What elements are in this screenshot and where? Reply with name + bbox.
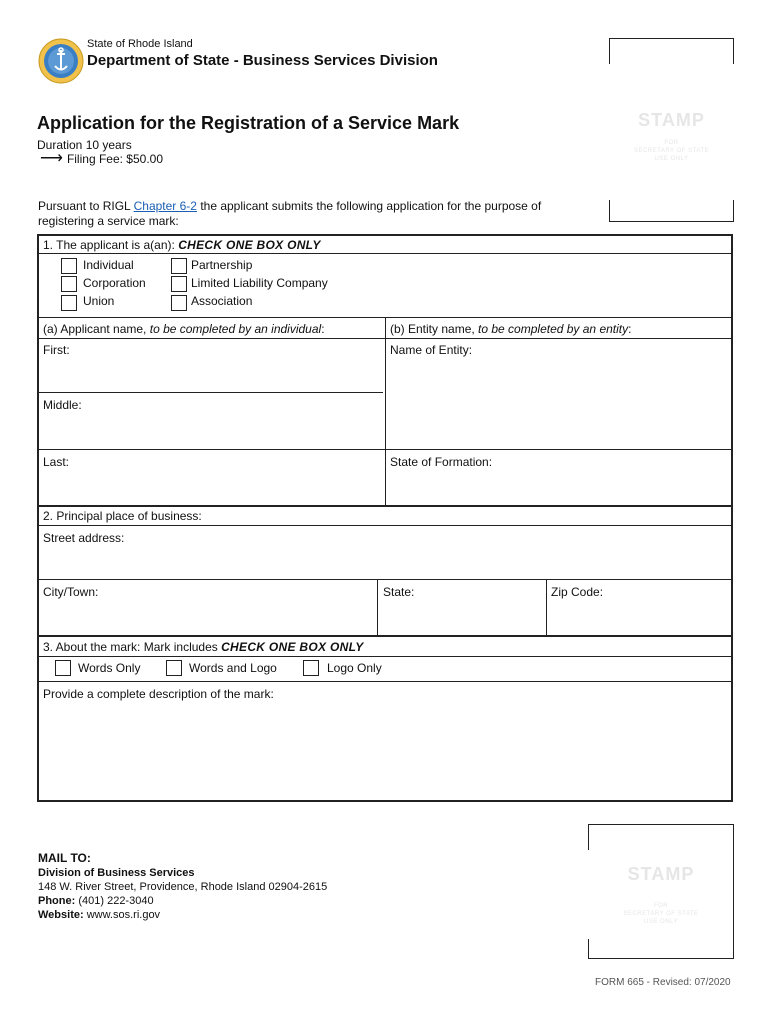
entity-name-label: (b) Entity name, — [390, 322, 479, 336]
phone-value: (401) 222-3040 — [78, 895, 154, 907]
chapter-link[interactable]: Chapter 6-2 — [133, 199, 197, 213]
mail-org: Division of Business Services — [38, 867, 195, 879]
applicant-name-label: (a) Applicant name, — [43, 322, 150, 336]
section3-heading-emph: CHECK ONE BOX ONLY — [221, 640, 364, 654]
state-label: State: — [383, 585, 415, 599]
application-form — [37, 234, 733, 802]
duration-text: Duration 10 years — [37, 138, 132, 152]
option-words-only: Words Only — [78, 661, 141, 675]
website-value: www.sos.ri.gov — [86, 909, 161, 921]
option-words-and-logo: Words and Logo — [189, 661, 277, 675]
entity-name-heading: (b) Entity name, to be completed by an entity: — [390, 322, 632, 336]
state-of-formation-label: State of Formation: — [390, 455, 493, 469]
arrow-right-icon: ⟶ — [40, 150, 63, 167]
section3-heading — [43, 640, 364, 654]
phone-label: Phone: — [38, 895, 76, 907]
stamp-label: STAMP — [627, 864, 695, 884]
last-name-label: Last: — [43, 455, 70, 469]
state-name: State of Rhode Island — [87, 38, 193, 50]
stamp-sub: USE ONLY — [644, 919, 678, 925]
intro-text: the applicant submits the following application for the purpose of registering a service mark: — [38, 199, 542, 228]
mail-address: 148 W. River Street, Providence, Rhode Island 02904-2615 — [38, 881, 328, 893]
section1-heading — [43, 238, 321, 252]
checkbox-corporation[interactable] — [61, 276, 77, 292]
stamp-sub: USE ONLY — [654, 156, 689, 162]
checkbox-llc[interactable] — [171, 276, 187, 292]
entity-name-field-label: Name of Entity: — [390, 343, 473, 357]
intro-paragraph — [38, 199, 598, 229]
section3-heading-text: 3. About the mark: Mark includes — [43, 640, 222, 654]
website-label: Website: — [38, 909, 84, 921]
checkbox-words-only[interactable] — [55, 660, 71, 676]
section2-heading: 2. Principal place of business: — [43, 509, 202, 523]
mail-phone — [38, 895, 154, 907]
section1-heading-emph: CHECK ONE BOX ONLY — [178, 238, 321, 252]
form-title: Application for the Registration of a Service Mark — [37, 113, 460, 133]
option-union: Union — [83, 294, 115, 308]
middle-name-label: Middle: — [43, 398, 82, 412]
checkbox-logo-only[interactable] — [303, 660, 319, 676]
option-association: Association — [191, 294, 253, 308]
first-name-label: First: — [43, 343, 70, 357]
applicant-name-heading: (a) Applicant name, to be completed by an individual: — [43, 322, 325, 336]
mark-description-label: Provide a complete description of the mark: — [43, 687, 274, 701]
option-corporation: Corporation — [83, 276, 146, 290]
stamp-label: STAMP — [638, 110, 705, 130]
option-individual: Individual — [83, 258, 134, 272]
mail-to-heading: MAIL TO: — [38, 851, 91, 865]
option-partnership: Partnership — [191, 258, 253, 272]
stamp-sub: FOR — [653, 903, 669, 909]
checkbox-partnership[interactable] — [171, 258, 187, 274]
mail-website — [38, 909, 160, 921]
checkbox-words-and-logo[interactable] — [166, 660, 182, 676]
form-number: FORM 665 - Revised: 07/2020 — [595, 977, 731, 988]
filing-fee-text: Filing Fee: $50.00 — [66, 152, 163, 166]
intro-text: Pursuant to RIGL — [38, 199, 134, 213]
stamp-sub: FOR — [664, 140, 679, 146]
option-llc: Limited Liability Company — [191, 276, 328, 290]
city-label: City/Town: — [43, 585, 99, 599]
entity-name-emph: to be completed by an entity — [478, 322, 629, 336]
stamp-sub: SECRETARY OF STATE — [633, 148, 710, 154]
checkbox-individual[interactable] — [61, 258, 77, 274]
filing-fee — [40, 152, 163, 166]
stamp-sub: SECRETARY OF STATE — [623, 911, 699, 917]
applicant-name-emph: to be completed by an individual — [149, 322, 322, 336]
stamp-box-top — [609, 38, 734, 222]
zip-label: Zip Code: — [551, 585, 604, 599]
street-address-label: Street address: — [43, 531, 125, 545]
option-logo-only: Logo Only — [327, 661, 382, 675]
stamp-box-bottom — [588, 824, 734, 959]
state-seal-logo — [38, 38, 84, 84]
department-name: Department of State - Business Services Division — [87, 52, 438, 69]
section1-heading-text: 1. The applicant is a(an): — [43, 238, 179, 252]
checkbox-association[interactable] — [171, 295, 187, 311]
checkbox-union[interactable] — [61, 295, 77, 311]
